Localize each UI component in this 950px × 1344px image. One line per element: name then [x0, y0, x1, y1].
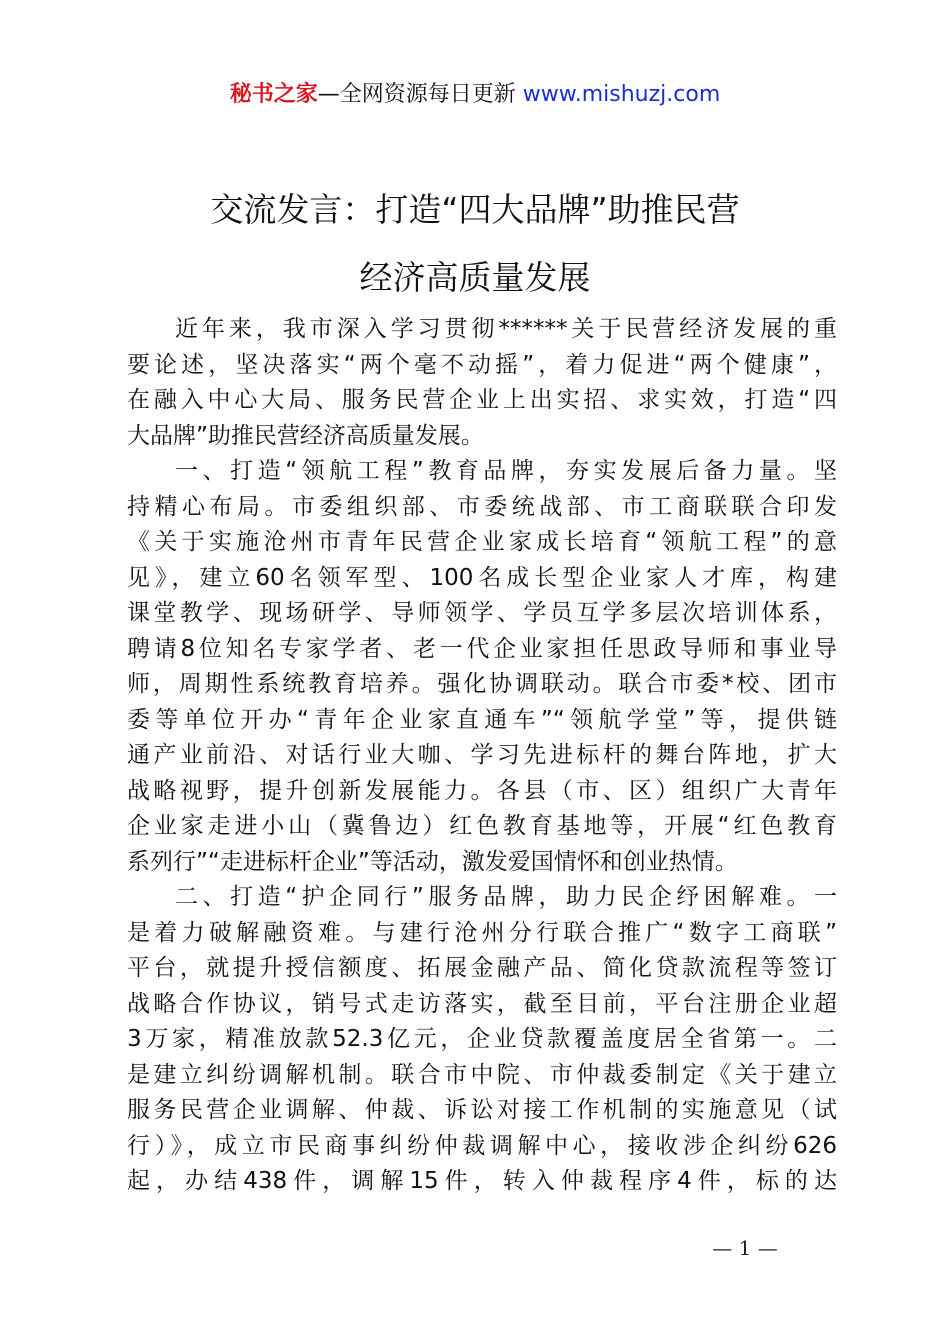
body-line: 持精心布局。市委组织部、市委统战部、市工商联联合印发: [127, 493, 837, 520]
document-title-line-1: 交流发言：打造“四大品牌”助推民营: [210, 190, 740, 229]
body-line: 一、打造“领航工程”教育品牌，夯实发展后备力量。坚: [175, 458, 837, 484]
body-line: 行）》，成立市民商事纠纷仲裁调解中心，接收涉企纠纷626: [127, 1132, 837, 1159]
body-line: 委等单位开办“青年企业家直通车”“领航学堂”等，提供链: [127, 706, 837, 733]
body-line: 是建立纠纷调解机制。联合市中院、市仲裁委制定《关于建立: [127, 1061, 837, 1088]
body-line: 近年来，我市深入学习贯彻******关于民营经济发展的重: [175, 316, 837, 342]
body-line: 课堂教学、现场研学、导师领学、学员互学多层次培训体系，: [127, 600, 837, 626]
page-number: — 1 —: [712, 1236, 778, 1260]
body-line: 起，办结438件，调解15件，转入仲裁程序4件，标的达: [127, 1168, 837, 1194]
body-line: 见》，建立60名领军型、100名成长型企业家人才库，构建: [127, 564, 837, 591]
body-line: 《关于实施沧州市青年民营企业家成长培育“领航工程”的意: [127, 529, 837, 555]
site-header: [0, 80, 950, 110]
body-line: 战略合作协议，销号式走访落实，截至目前，平台注册企业超: [127, 990, 837, 1017]
document-title-line-2: 经济高质量发展: [359, 258, 591, 297]
body-line: 系列行”“走进标杆企业”等活动，激发爱国情怀和创业热情。: [127, 848, 738, 875]
body-line: 大品牌”助推民营经济高质量发展。: [127, 422, 484, 449]
site-tagline: —全网资源每日更新: [317, 82, 516, 107]
body-line: 要论述，坚决落实“两个毫不动摇”，着力促进“两个健康”，: [127, 351, 837, 378]
body-line: 是着力破解融资难。与建行沧州分行联合推广“数字工商联”: [127, 919, 837, 946]
body-line: 师，周期性系统教育培养。强化协调联动。联合市委*校、团市: [127, 671, 837, 697]
site-brand: 秘书之家: [229, 82, 318, 107]
body-line: 战略视野，提升创新发展能力。各县（市、区）组织广大青年: [127, 777, 837, 804]
body-line: 二、打造“护企同行”服务品牌，助力民企纾困解难。一: [175, 884, 837, 910]
body-line: 聘请8位知名专家学者、老一代企业家担任思政导师和事业导: [127, 635, 837, 662]
body-line: 通产业前沿、对话行业大咖、学习先进标杆的舞台阵地，扩大: [127, 742, 837, 768]
document-body: [127, 312, 837, 1200]
site-url-link[interactable]: www.mishuzj.com: [522, 82, 721, 107]
body-line: 服务民营企业调解、仲裁、诉讼对接工作机制的实施意见（试: [127, 1097, 837, 1123]
body-line: 3万家，精准放款52.3亿元，企业贷款覆盖度居全省第一。二: [127, 1026, 837, 1052]
body-line: 企业家走进小山（冀鲁边）红色教育基地等，开展“红色教育: [127, 813, 837, 839]
body-line: 在融入中心大局、服务民营企业上出实招、求实效，打造“四: [127, 387, 837, 413]
body-line: 平台，就提升授信额度、拓展金融产品、简化贷款流程等签订: [127, 955, 837, 981]
